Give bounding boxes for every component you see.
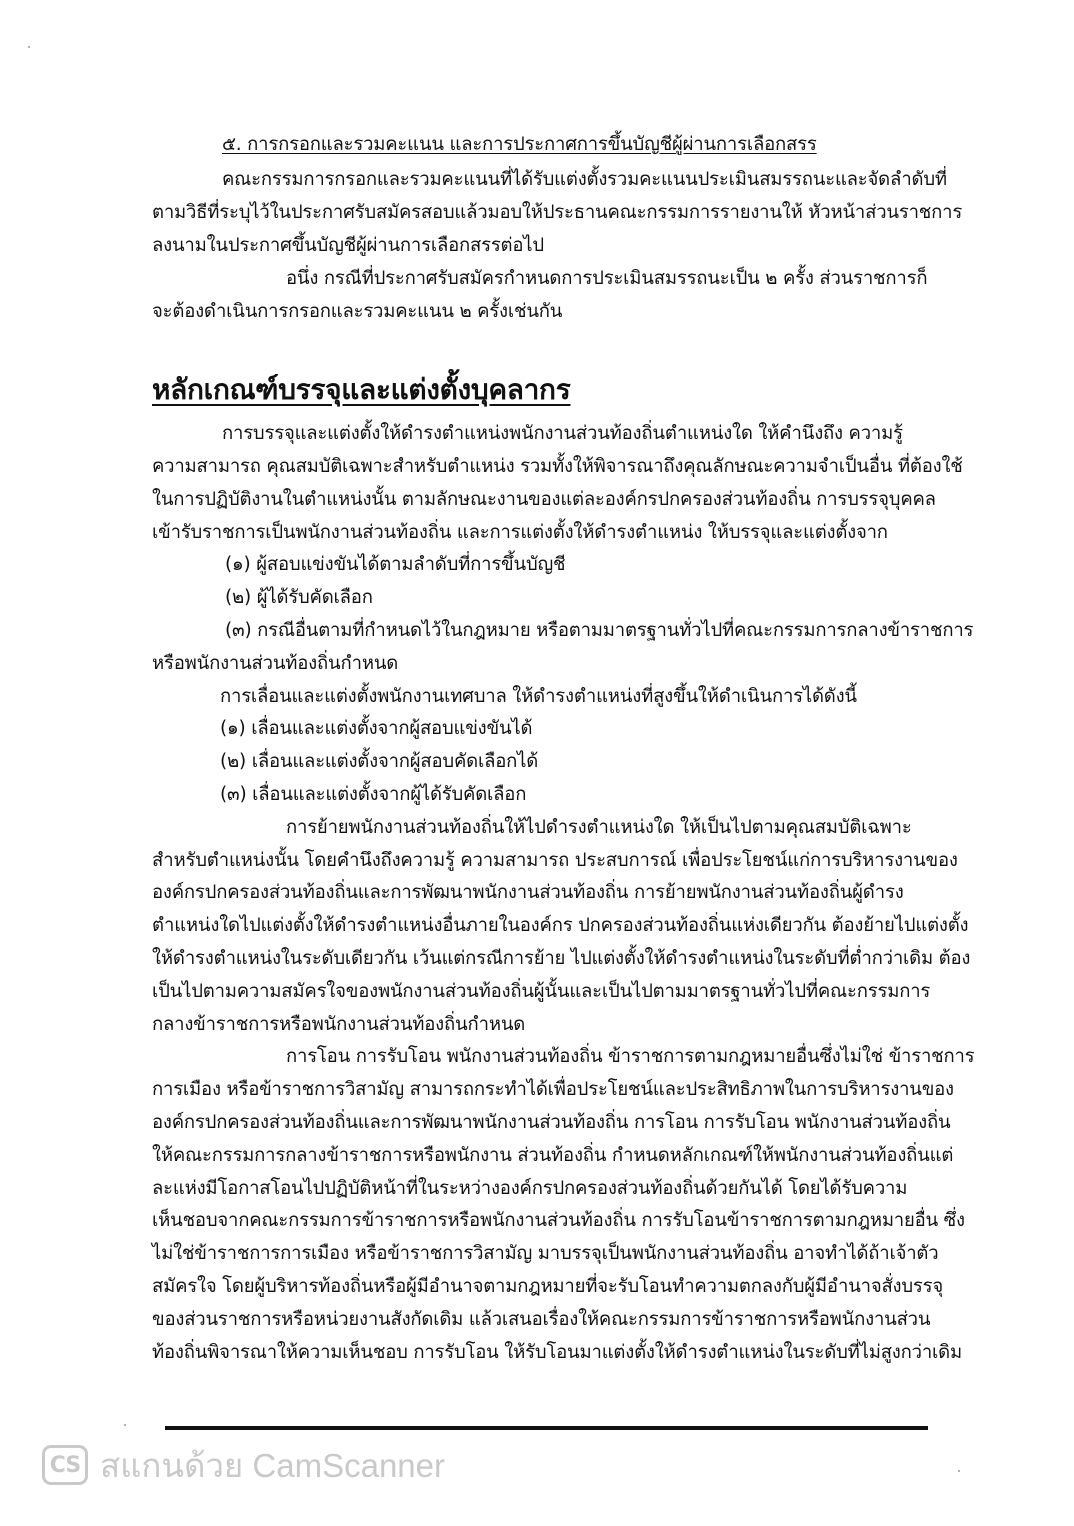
body-line: องค์กรปกครองส่วนท้องถิ่นและการพัฒนาพนักงานส่วนท้องถิ่น การโอน การรับโอน พนักงานส่วนท้องถิ่น	[152, 1112, 951, 1133]
body-line: เป็นไปตามความสมัครใจของพนักงานส่วนท้องถิ่นผู้นั้นและเป็นไปตามมาตรฐานทั่วไปที่คณะกรรมการ	[152, 981, 931, 1002]
footer-rule	[165, 1426, 928, 1430]
body-line: ตำแหน่งใดไปแต่งตั้งให้ดำรงตำแหน่งอื่นภายในองค์กร ปกครองส่วนท้องถิ่นแห่งเดียวกัน ต้องย้ายไปแต่งตั้ง	[152, 915, 969, 936]
scan-speck	[28, 46, 30, 48]
section-5-line-1: คณะกรรมการกรอกและรวมคะแนนที่ได้รับแต่งตั้งรวมคะแนนประเมินสมรรถนะและจัดลำดับที่	[222, 169, 947, 190]
body-line: เข้ารับราชการเป็นพนักงานส่วนท้องถิ่น และการแต่งตั้งให้ดำรงตำแหน่ง ให้บรรจุและแต่งตั้งจาก	[152, 522, 888, 543]
list-item: (๓) กรณีอื่นตามที่กำหนดไว้ในกฎหมาย หรือตามมาตรฐานทั่วไปที่คณะกรรมการกลางข้าราชการ	[225, 620, 974, 641]
scan-speck	[958, 1470, 960, 1472]
camscanner-logo-icon: CS	[42, 1445, 88, 1485]
section-5-title: ๕. การกรอกและรวมคะแนน และการประกาศการขึ้นบัญชีผู้ผ่านการเลือกสรร	[222, 134, 817, 155]
body-line: ของส่วนราชการหรือหน่วยงานสังกัดเดิม แล้วเสนอเรื่องให้คณะกรรมการข้าราชการหรือพนักงานส่วน	[152, 1309, 931, 1330]
body-line: องค์กรปกครองส่วนท้องถิ่นและการพัฒนาพนักงานส่วนท้องถิ่น การย้ายพนักงานส่วนท้องถิ่นผู้ดำรง	[152, 882, 904, 903]
body-line: เห็นชอบจากคณะกรรมการข้าราชการหรือพนักงานส่วนท้องถิ่น การรับโอนข้าราชการตามกฎหมายอื่น ซึ่ง	[152, 1210, 965, 1231]
body-line: ท้องถิ่นพิจารณาให้ความเห็นชอบ การรับโอน ให้รับโอนมาแต่งตั้งให้ดำรงตำแหน่งในระดับที่ไม่สูงกว่าเดิม	[152, 1342, 962, 1363]
body-line: การเลื่อนและแต่งตั้งพนักงานเทศบาล ให้ดำรงตำแหน่งที่สูงขึ้นให้ดำเนินการได้ดังนี้	[220, 686, 857, 707]
body-line: การโอน การรับโอน พนักงานส่วนท้องถิ่น ข้าราชการตามกฎหมายอื่นซึ่งไม่ใช่ ข้าราชการ	[286, 1046, 975, 1067]
section-heading: หลักเกณฑ์บรรจุและแต่งตั้งบุคลากร	[152, 373, 571, 406]
body-line: ให้ดำรงตำแหน่งในระดับเดียวกัน เว้นแต่กรณีการย้าย ไปแต่งตั้งให้ดำรงตำแหน่งในระดับที่ต่ำกว่าเดิม ต้อง	[152, 948, 971, 969]
camscanner-watermark	[42, 1440, 445, 1490]
list-item: (๓) เลื่อนและแต่งตั้งจากผู้ได้รับคัดเลือก	[220, 784, 527, 805]
body-line: ในการปฏิบัติงานในตำแหน่งนั้น ตามลักษณะงานของแต่ละองค์กรปกครองส่วนท้องถิ่น การบรรจุบุคคล	[152, 489, 936, 510]
body-line: การย้ายพนักงานส่วนท้องถิ่นให้ไปดำรงตำแหน่งใด ให้เป็นไปตามคุณสมบัติเฉพาะ	[286, 817, 912, 838]
body-line: ความสามารถ คุณสมบัติเฉพาะสำหรับตำแหน่ง รวมทั้งให้พิจารณาถึงคุณลักษณะความจำเป็นอื่น ที่ต้องใช้	[152, 456, 963, 477]
section-5-line-5: จะต้องดำเนินการกรอกและรวมคะแนน ๒ ครั้งเช่นกัน	[152, 301, 563, 322]
list-item: (๒) เลื่อนและแต่งตั้งจากผู้สอบคัดเลือกได้	[220, 751, 539, 772]
body-line: ละแห่งมีโอกาสโอนไปปฏิบัติหน้าที่ในระหว่างองค์กรปกครองส่วนท้องถิ่นด้วยกันได้ โดยได้รับความ	[152, 1178, 908, 1199]
body-line: ไม่ใช่ข้าราชการการเมือง หรือข้าราชการวิสามัญ มาบรรจุเป็นพนักงานส่วนท้องถิ่น อาจทำได้ถ้าเจ้าตัว	[152, 1243, 939, 1264]
section-5-line-3: ลงนามในประกาศขึ้นบัญชีผู้ผ่านการเลือกสรรต่อไป	[152, 235, 544, 256]
list-item: (๑) ผู้สอบแข่งขันได้ตามลำดับที่การขึ้นบัญชี	[225, 554, 566, 575]
body-line: การบรรจุและแต่งตั้งให้ดำรงตำแหน่งพนักงานส่วนท้องถิ่นตำแหน่งใด ให้คำนึงถึง ความรู้	[222, 423, 903, 444]
list-item: (๒) ผู้ได้รับคัดเลือก	[225, 587, 373, 608]
scan-speck	[124, 1424, 126, 1426]
list-item: (๑) เลื่อนและแต่งตั้งจากผู้สอบแข่งขันได้	[220, 718, 533, 739]
body-line: ให้คณะกรรมการกลางข้าราชการหรือพนักงาน ส่วนท้องถิ่น กำหนดหลักเกณฑ์ให้พนักงานส่วนท้องถิ่นแต่	[152, 1145, 954, 1166]
body-line: กลางข้าราชการหรือพนักงานส่วนท้องถิ่นกำหนด	[152, 1014, 526, 1035]
watermark-text: สแกนด้วย CamScanner	[100, 1446, 446, 1484]
body-line: สมัครใจ โดยผู้บริหารท้องถิ่นหรือผู้มีอำนาจตามกฎหมายที่จะรับโอนทำความตกลงกับผู้มีอำนาจสั่งบรรจุ	[152, 1276, 944, 1297]
body-line: สำหรับตำแหน่งนั้น โดยคำนึงถึงความรู้ ความสามารถ ประสบการณ์ เพื่อประโยชน์แก่การบริหารงานของ	[152, 850, 958, 871]
body-line: หรือพนักงานส่วนท้องถิ่นกำหนด	[152, 653, 399, 674]
body-line: การเมือง หรือข้าราชการวิสามัญ สามารถกระทำได้เพื่อประโยชน์และประสิทธิภาพในการบริหารงานของ	[152, 1079, 954, 1100]
section-5-line-4: อนึ่ง กรณีที่ประกาศรับสมัครกำหนดการประเมินสมรรถนะเป็น ๒ ครั้ง ส่วนราชการก็	[286, 268, 928, 289]
section-5-line-2: ตามวิธีที่ระบุไว้ในประกาศรับสมัครสอบแล้วมอบให้ประธานคณะกรรมการรายงานให้ หัวหน้าส่วนราชการ	[152, 202, 963, 223]
